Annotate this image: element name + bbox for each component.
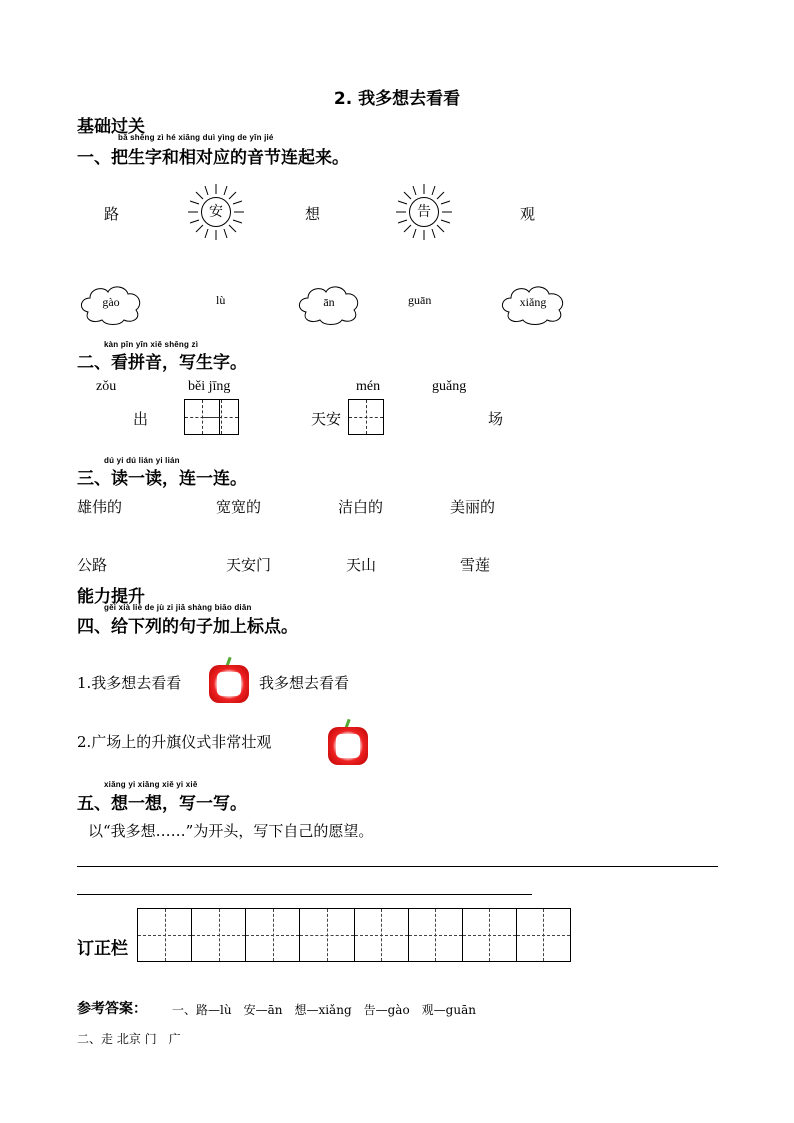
word-chu: 出 [133, 410, 149, 428]
writing-line[interactable] [77, 866, 718, 867]
cloud-icon [78, 282, 144, 326]
writing-grid[interactable] [348, 399, 384, 435]
noun-4: 雪莲 [460, 556, 491, 574]
adj-4: 美丽的 [450, 498, 496, 516]
pinyin-guang: guǎng [432, 379, 467, 394]
s4-heading: 四、给下列的句子加上标点。 [77, 617, 298, 637]
adj-2: 宽宽的 [216, 498, 262, 516]
s5-prompt: 以“我多想……”为开头，写下自己的愿望。 [88, 822, 374, 840]
cloud-icon [499, 282, 567, 326]
s1-pinyin: bǎ shēng zì hé xiāng duì yìng de yīn jié [118, 133, 274, 142]
s1-heading: 一、把生字和相对应的音节连起来。 [77, 148, 349, 168]
word-tianan: 天安 [311, 410, 342, 428]
adj-3: 洁白的 [338, 498, 384, 516]
s3-heading: 三、读一读，连一连。 [77, 469, 247, 489]
noun-1: 公路 [77, 556, 108, 574]
cloud-pinyin-xiang: xiǎng [519, 295, 547, 309]
s3-pinyin: dú yi dú lián yi lián [104, 456, 180, 465]
pinyin-zou: zǒu [96, 379, 117, 394]
correction-label: 订正栏 [77, 939, 128, 959]
q1-part2: 我多想去看看 [259, 674, 350, 692]
char-gao: 告 [409, 197, 439, 227]
noun-3: 天山 [346, 556, 377, 574]
char-xiang: 想 [305, 205, 321, 223]
correction-grid[interactable] [137, 908, 571, 962]
s4-pinyin: gěi xià liè de jù zi jiā shàng biāo diǎn [104, 603, 252, 612]
noun-2: 天安门 [226, 556, 272, 574]
char-lu: 路 [104, 205, 120, 223]
pinyin-men: mén [356, 379, 381, 394]
answers-label: 参考答案： [77, 1001, 147, 1017]
sun-icon [394, 182, 454, 242]
apple-answer-box[interactable] [207, 657, 251, 703]
char-an: 安 [201, 197, 231, 227]
basic-heading: 基础过关 [77, 117, 145, 137]
writing-grid[interactable] [203, 399, 239, 435]
answers-line2: 二、走 北京 门 广 [77, 1032, 181, 1046]
ability-heading: 能力提升 [77, 587, 145, 607]
s2-heading: 二、看拼音，写生字。 [77, 353, 247, 373]
sun-icon [186, 182, 246, 242]
s5-pinyin: xiǎng yi xiǎng xiě yi xiě [104, 780, 198, 789]
pinyin-lu: lù [216, 293, 226, 307]
word-chang: 场 [488, 410, 504, 428]
apple-answer-box[interactable] [326, 719, 370, 765]
s2-pinyin: kàn pīn yīn xiě shēng zì [104, 340, 199, 349]
writing-line[interactable] [77, 894, 532, 895]
q2-text: 2.广场上的升旗仪式非常壮观 [77, 733, 272, 751]
pinyin-beijing: běi jīng [188, 379, 231, 394]
pinyin-guan: guān [408, 293, 432, 307]
char-guan: 观 [520, 205, 536, 223]
cloud-pinyin-an: ān [323, 295, 335, 309]
q1-part1: 1.我多想去看看 [77, 674, 182, 692]
page-title: 2. 我多想去看看 [333, 89, 461, 109]
answers-line1: 一、路—lù 安—ān 想—xiǎng 告—gào 观—guān [172, 1003, 476, 1017]
s5-heading: 五、想一想，写一写。 [77, 794, 247, 814]
adj-1: 雄伟的 [77, 498, 123, 516]
cloud-pinyin-gao: gào [102, 295, 120, 309]
cloud-icon [296, 282, 362, 326]
